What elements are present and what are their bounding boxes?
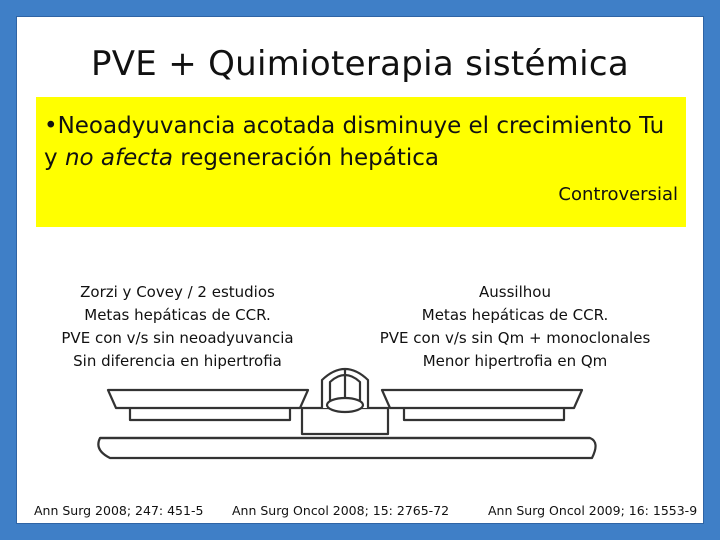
bullet-text-before: Neoadyuvancia acotada disminuye el crecimiento Tu y	[44, 113, 665, 171]
study-left-line: Metas hepáticas de CCR.	[84, 306, 271, 324]
study-left-line: Zorzi y Covey / 2 estudios	[80, 283, 275, 301]
study-left	[40, 281, 315, 373]
slide-title: PVE + Quimioterapia sistémica	[90, 44, 630, 84]
bullet-text-after: regeneración hepática	[173, 145, 440, 171]
study-right-line: Menor hipertrofia en Qm	[422, 352, 608, 370]
study-left-line: Sin diferencia en hipertrofia	[73, 352, 282, 370]
study-right-line: Aussilhou	[479, 283, 551, 301]
study-right-line: Metas hepáticas de CCR.	[421, 306, 609, 324]
bullet-emphasis: no afecta	[64, 145, 173, 171]
study-right-line: PVE con v/s sin Qm + monoclonales	[379, 329, 651, 347]
study-right	[360, 281, 670, 373]
reference-1: Ann Surg 2008; 247: 451-5	[34, 503, 204, 518]
bullet-marker: •	[44, 113, 58, 139]
bullet-text	[44, 110, 674, 174]
reference-2: Ann Surg Oncol 2008; 15: 2765-72	[232, 503, 450, 518]
reference-3: Ann Surg Oncol 2009; 16: 1553-9	[488, 503, 698, 518]
study-left-line: PVE con v/s sin neoadyuvancia	[61, 329, 294, 347]
controversial-label: Controversial	[558, 184, 678, 205]
